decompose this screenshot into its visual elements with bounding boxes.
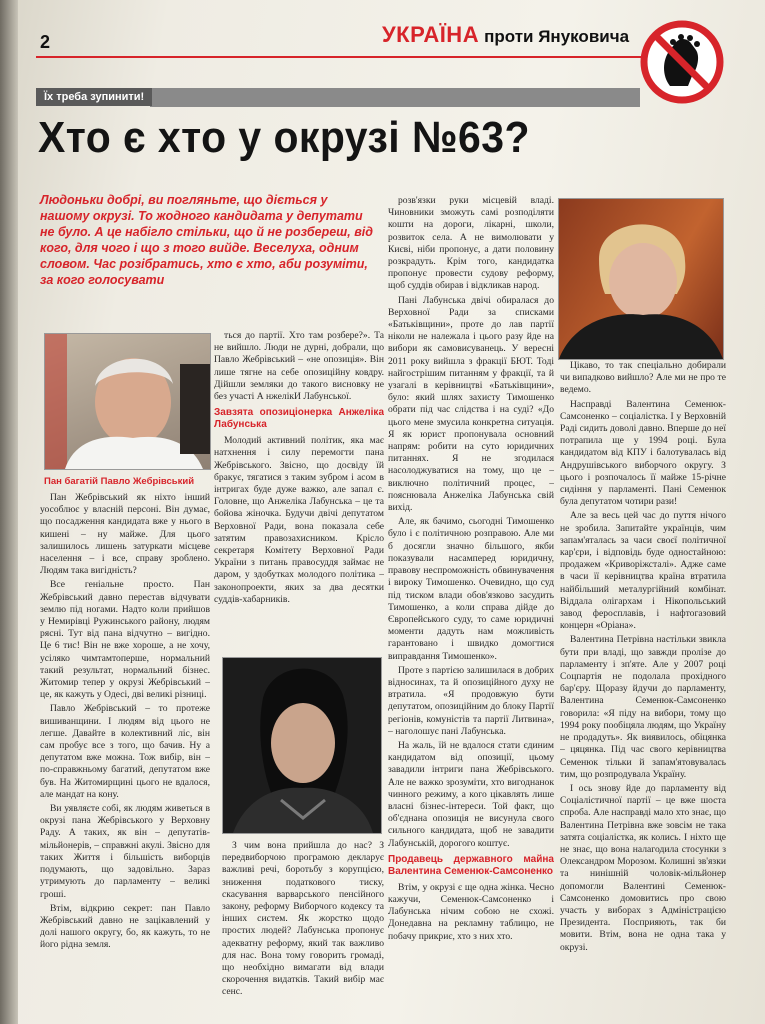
section-kicker: Їх треба зупинити! <box>36 88 152 106</box>
article-column-4 <box>560 360 726 1020</box>
masthead-slogan: проти Януковича <box>484 27 630 46</box>
photo-zhebrivskyi <box>44 333 211 470</box>
paragraph: Але за весь цей час до пуття нічого не зробила. Запитайте українців, чим запам'яталась за часи своєї політичної кар'єри, і відповідь буде одностайною: продажем «Криворіжсталі». Адже саме в часи її керівництва країна втратила найбільший металургійний комбінат. Віддала олігархам і Нікопольський завод феросплавів, і нафтогазовий концерн «Оріана». <box>560 510 726 632</box>
paragraph: ться до партії. Хто там розбере?». Та не вийшло. Люди не дурні, добрали, що Павло Жебрівський – «не опозиція». Він лише тягне на себе опозиційну ковдру. Дійшли земляки до такого висновку не без участі А нжелікИ Лабунської. <box>214 330 384 403</box>
paragraph: Пані Лабунська двічі обиралася до Верховної Ради за списками «Батьківщини», проте до лав партії ніколи не належала і цього разу йде на вибори як самовисуванець. У вересні 2011 року вийшла з фракції БЮТ. Тоді найгострішим питанням у фракції, та й узагалі в керівництві «Батьківщини», було: який шлях захисту Тимошенко обрати під час слідства і на суді? «До цього мене змусила конкретна ситуація. Я як юрист пропонувала основний напрям: робити на суто юридичних питаннях. Я не згодилася насолоджуватися на тому, що це – виключно політичний процес, – пояснювала Анжеліка Лабунська свій вихід. <box>388 294 554 514</box>
article-column-2-bottom <box>222 840 384 1020</box>
paragraph: На жаль, їй не вдалося стати єдиним кандидатом від опозиції, цьому завадили інтриги пана Жебрівського. Але не важко зрозуміти, хто вигоднанок чинного режиму, а кого цікавлять лише власні бізнес-інтереси. Той факт, що об'єднана опозиція не висунула свого сильного кандидата, щоб не завадити Лабунській, дорогого коштує. <box>388 739 554 849</box>
paragraph: Все геніальне просто. Пан Жебрівський давно перестав відчувати землю під ногами. Надто коли прийшов у Немирівці Ружинського району, людям рясні. Тут від пана відчутно – вигідно. Це 6 тис! Він не вже хороше, а не хочу, усіляко чимтамтоперше, нормальний такий результат, нормальний бізнес. Житомир тепер у окрузі Жебрівський – це, як кажуть у Одесі, дві великі різниці. <box>40 579 210 701</box>
paragraph: Проте з партією залишилася в добрих відносинах, та й опозиційного духу не втратила. «Я продовжую бути депутатом, опозиційним до блоку Партії регіонів, комуністів та партії Литвина», – наголошує пані Лабунська. <box>388 664 554 737</box>
paragraph: Втім, у окрузі є ще одна жінка. Чесно кажучи, Семенюк-Самсоненко і Лабунська нічим собою не схожі. Донедавна на рекламну таблицю, не побачу прикриє, хто з них хто. <box>388 881 554 942</box>
article-column-2 <box>214 330 384 650</box>
paragraph: Валентина Петрівна настільки звикла бути при владі, що завжди пролізе до парламенту і зп'яте. Але у 2007 році Соцпартія не подолала прохідного бар'єру. Щоразу йдучи до парламенту, Валентина Семенюк-Самсоненко говорила: «Я піду на вибори, тому що 1994 року пообіцяла людям, що Україну не продадуть». Як виявилось, обіцянка – цяцянка. Під час свого керівництва Семенюк тільки й запам'ятовувалась тим, що розпродувала Україну. <box>560 634 726 780</box>
masthead-country: УКРАЇНА <box>382 22 480 47</box>
headline: Хто є хто у окрузі №63? <box>38 113 530 162</box>
photo-caption: Пан багатій Павло Жебрівський <box>44 476 195 487</box>
paragraph: Молодий активний політик, яка має натхнення і силу перемогти пана Жебрівського. Звісно, що досвіду їй бракує, тягатися з таким зубром і асом в інтригах буде дуже важко, але запал є. Головне, що Анжеліка Лабунська – це та бойова жіночка. Будучи двічі депутатом Верховної Ради, вона показала себе затятим правозахисником. Крісло секретаря Комітету Верховної Ради України з питань правосуддя займає не даром, у здобутках молодого політика – законопроекти, яких за два десятки суддів-хабарників. <box>214 435 384 605</box>
stop-yanukovych-logo-icon <box>640 20 724 104</box>
paragraph: І ось знову йде до парламенту від Соціалістичної партії – це вже шоста спроба. Але насправді мало хто знає, що Валентина Петрівна вже зовсім не така затята соціалістка, як колись. І ніхто ще не знає, що вона налагодила стосунки з Олександром Морозом. Колишні зв'язки та нинішній чоловік-мільйонер допомогли Валентині Семенюк-Самсоненко домовитись про свою участь у виборах з Адміністрацією Президента. Посприяють, так би мовити. Втім, вона не одна така у окрузі. <box>560 782 726 953</box>
article-column-3 <box>388 195 554 1015</box>
paragraph: Насправді Валентина Семенюк-Самсоненко – соціалістка. І у Верховній Раді сидить доволі давно. Вперше до неї потрапила ще у 1994 році. Була кандидатом від КПУ і балотувалась від Андрушівського виборчого округу. З цього і розпочалось її майже 15-річне сидіння у парламенті. Пані Семенюк була депутатом чотири рази! <box>560 398 726 508</box>
masthead <box>382 22 629 48</box>
article-column-1 <box>40 492 210 1012</box>
kicker-bar <box>150 88 640 107</box>
photo-semenok <box>558 198 724 360</box>
page-number: 2 <box>40 32 51 52</box>
subheading-labunska: Завзята опозиціонерка Анжеліка Лабунська <box>214 407 384 431</box>
paragraph: Ви уявляєте собі, як людям живеться в окрузі пана Жебрівського у Верховну Раду. А таких, як він – депутатів-мільйонерів, – справжні акулі. Звісно для таких Життя і більшість виборців подумають, що задовільно. Зараз утримують до парламенту – великі гроші. <box>40 803 210 900</box>
lead-paragraph: Людоньки добрі, ви погляньте, що діється у нашому окрузі. То жодного кандидата у депутати не було. А це набігло стільки, що й не розбереш, від кого, для чого і що з того вийде. Веселуха, одним словом. Час розібратись, хто є хто, аби розуміти, за кого голосувати <box>40 193 373 287</box>
paragraph: Втім, відкрию секрет: пан Павло Жебрівський давно не зацікавлений у долі нашого округу, бо, як кажуть, то не його рідна земля. <box>40 902 210 951</box>
paragraph: Але, як бачимо, сьогодні Тимошенко було і є політичною розправою. Але ми б досягли значно більшого, якби показували насамперед юридичну, правову неспроможність обвинувачення і вироку Тимошенко. Очевидно, що суд під тиском влади обов'язково засудить Тимошенко, а коли справа дійде до Європейського суду, то саме юридичні моменти дадуть нам можливість гарантовано і швидко домогтися виправдання Тимошенко». <box>388 516 554 662</box>
paragraph: Павло Жебрівський – то протеже вишиванщини. І людям від цього не легше. Давайте в колективний ліс, він сам пробує все з того, що бачив. Ну а депутатом вже можна. Тож вибір, він – по-справжньому багатий, депутатом вже був. На Житомирщині цього не вдалося, але мандат на кону. <box>40 703 210 800</box>
paragraph: Цікаво, то так спеціально добирали чи випадково вийшло? Але ми не про те ведемо. <box>560 360 726 396</box>
subheading-semenok: Продавець державного майна Валентина Семенюк-Самсоненко <box>388 853 554 877</box>
paragraph: Пан Жебрівський як ніхто інший уособлює у власній персоні. Він думає, що посадження кандидата вже у нього в кишені – ну майже. Для цього залишилось лишень затуркати місцеве населення – і все, справу зроблено. Людям така вигідність? <box>40 492 210 577</box>
header-rule <box>36 56 646 58</box>
photo-labunska <box>222 657 382 834</box>
paragraph: розв'язки руки місцевій владі. Чиновники зможуть самі розподіляти кошти на дороги, лікарні, школи, розвиток села. А не вимолювати у Києві, ніби пропонує, а дати половину розкрадуть. Крім того, кандидатка пропонує провести судову реформу, щоб суддів обирав і відкликав народ. <box>388 195 554 292</box>
paragraph: З чим вона прийшла до нас? З передвиборчою програмою декларує важливі речі, боротьбу з корупцією, зниження податкового тиску, скасування варварського пенсійного закону, реформу Виборчого кодексу та інших систем. Як жорстко щодо простих людей? Лабунська пропонує адекватну реформу, який так важливо для нас. Вона тому говорить громаді, що необхідно вимагати від влади скорочення видатків. Такий вибір має сенс. <box>222 840 384 998</box>
